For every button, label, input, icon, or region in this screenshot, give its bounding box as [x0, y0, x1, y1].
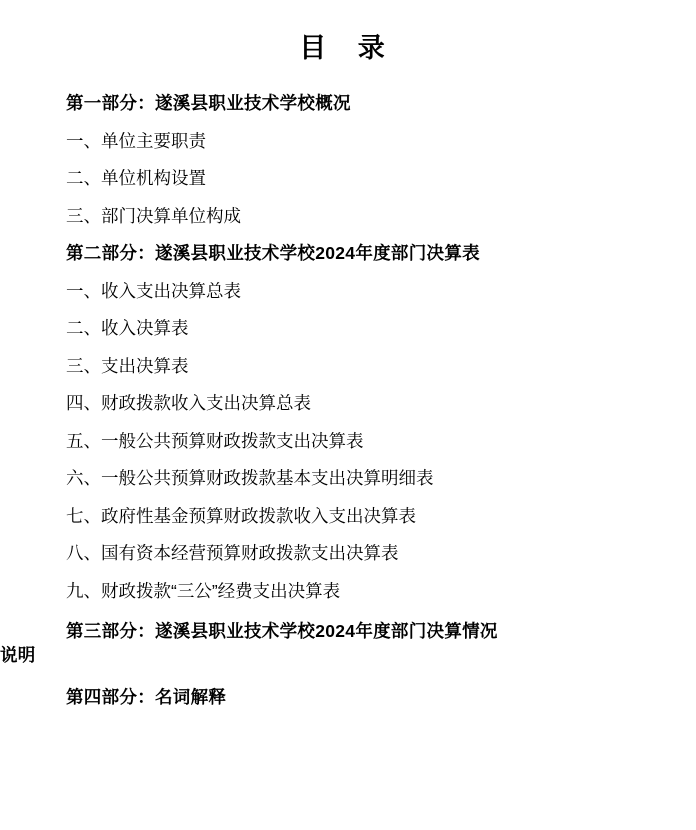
toc-part-1[interactable]: 第一部分：遂溪县职业技术学校概况 — [66, 93, 351, 113]
toc-part-2[interactable]: 第二部分：遂溪县职业技术学校2024年度部门决算表 — [66, 243, 480, 263]
toc-item-2-2[interactable]: 二、收入决算表 — [66, 318, 189, 338]
toc-item-2-7[interactable]: 七、政府性基金预算财政拨款收入支出决算表 — [66, 505, 416, 526]
toc-part-3-line2: 说明 — [0, 644, 36, 665]
toc-item-1-1[interactable]: 一、单位主要职责 — [66, 130, 206, 151]
toc-item-2-6[interactable]: 六、一般公共预算财政拨款基本支出决算明细表 — [66, 468, 434, 488]
toc-part-4[interactable]: 第四部分：名词解释 — [66, 687, 227, 708]
page-title: 目 录 — [299, 33, 397, 63]
toc-part-3-line1: 第三部分：遂溪县职业技术学校2024年度部门决算情况 — [66, 621, 498, 641]
toc-item-2-1[interactable]: 一、收入支出决算总表 — [66, 280, 241, 301]
toc-item-2-5[interactable]: 五、一般公共预算财政拨款支出决算表 — [66, 430, 364, 451]
toc-item-2-4[interactable]: 四、财政拨款收入支出决算总表 — [66, 393, 311, 413]
toc-item-1-3[interactable]: 三、部门决算单位构成 — [66, 205, 241, 226]
toc-item-2-3[interactable]: 三、支出决算表 — [66, 355, 189, 376]
document-page — [0, 26, 696, 830]
toc-item-2-9[interactable]: 九、财政拨款“三公”经费支出决算表 — [66, 580, 341, 601]
table-of-contents — [0, 95, 696, 707]
toc-part-3[interactable] — [0, 620, 666, 667]
toc-item-1-2[interactable]: 二、单位机构设置 — [66, 168, 206, 188]
toc-item-2-8[interactable]: 八、国有资本经营预算财政拨款支出决算表 — [66, 543, 399, 563]
